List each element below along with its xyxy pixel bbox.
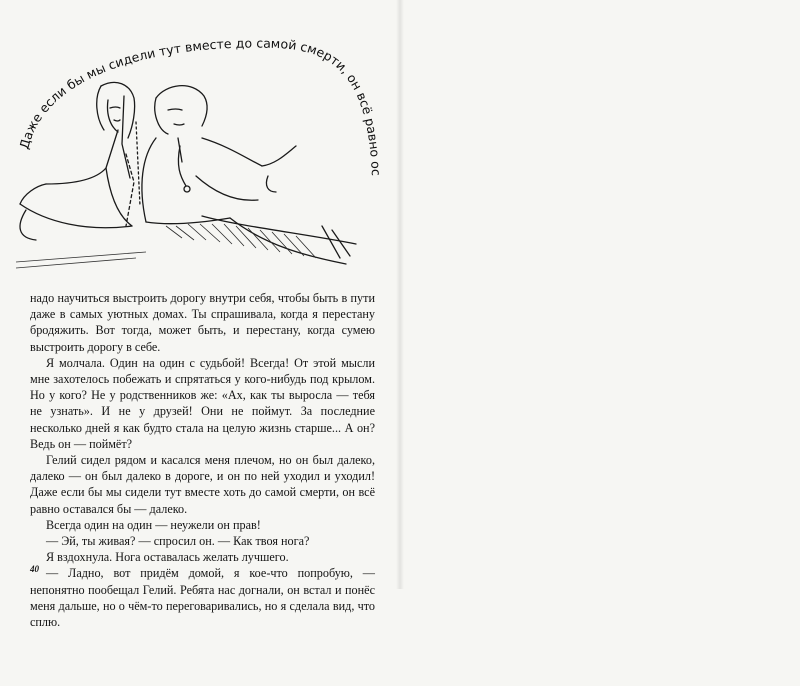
- illustration-drawing: [1, 14, 390, 282]
- paragraph: Я вздохнула. Нога оставалась желать лучшего.: [46, 550, 289, 565]
- boy-figure: [142, 86, 356, 264]
- page-number: 40: [30, 564, 39, 574]
- paragraph: Я молчала. Один на один с судьбой! Всегда! От этой мысли мне захотелось побежать и спрятаться у кого-нибудь под крылом. Но у кого? Не у родственников же: «Ах, как ты выросла — тебя не узнать». И не у друзей! Они не поймут. За последние несколько дней я как будто стала на целую жизнь старше... А он? Ведь он — поймёт?: [30, 355, 375, 451]
- illustration: [1, 14, 390, 282]
- left-page-text: [30, 290, 375, 630]
- left-page: [0, 0, 400, 630]
- paragraph: — Эй, ты живая? — спросил он. — Как твоя нога?: [46, 534, 310, 549]
- paragraph: — Ладно, вот придём домой, я кое-что попробую, — непонятно пообещал Гелий. Ребята нас догнали, он встал и понёс меня дальше, но о чём-то переговаривались, но я сделала вид, что сплю.: [30, 566, 375, 630]
- ground-lines: [16, 252, 146, 268]
- paragraph: Гелий сидел рядом и касался меня плечом, но он был далеко, далеко — он был далеко в дороге, и он по ней уходил и уходил! Даже если бы мы сидели тут вместе хоть до самой смерти, он всё равно оставался бы — далеко.: [30, 453, 375, 516]
- paragraph: надо научиться выстроить дорогу внутри себя, чтобы быть в пути даже в самых уютных домах. Ты спрашивала, когда я перестану бродяжить. Вот тогда, может быть, и перестану, когда сумею выстроить дорогу в себе.: [30, 291, 375, 354]
- paragraph: Всегда один на один — неужели он прав!: [46, 517, 261, 532]
- illustration-caption: Даже если бы мы сидели тут вместе до самой смерти, он всё равно оставался бы далеко...: [1, 14, 384, 177]
- right-page: [400, 0, 800, 589]
- trousers-stripes: [166, 224, 316, 258]
